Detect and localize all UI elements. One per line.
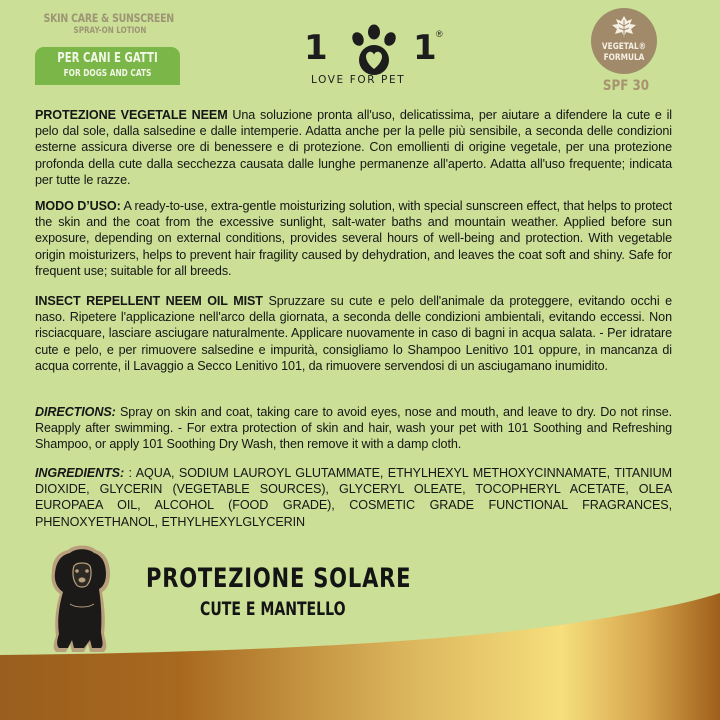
section-neem-it [35, 107, 672, 188]
logo-digit-left: 1 [304, 28, 328, 68]
footer-title: PROTEZIONE SOLARE [146, 563, 412, 594]
vegetal-line2: FORMULA [603, 53, 645, 63]
logo-digit-right: 1 [413, 28, 437, 68]
section-body: Spruzzare su cute e pelo dell'animale da proteggere, evitando occhi e naso. Ripetere l'applicazione nell'arco della giornata, a seconda delle condizioni ambientali, evitando eccessi. Non risciacquare, lasciare asciugare naturalmente. Applicare nuovamente in caso di bagni in acqua salata. - Per idratare cute e pelo, e per rimuovere salsedine e impurità, consigliamo lo Shampoo Lenitivo 101 oppure, in mancanza di acqua corrente, il Lavaggio a Secco Lenitivo 101, da rimuovere servendosi di un asciugamano inumidito. [35, 294, 672, 373]
leaf-icon [611, 14, 637, 38]
section-body: A ready-to-use, extra-gentle moisturizing solution, with special sunscreen effect, that helps to protect the skin and the coat from the excessive sunlight, salt-water baths and mountain weather. Applied before sun exposure, depending on external conditions, provides several hours of well-being and protection. With vegetable origin moisturizers, helps to prevent hair fragility caused by dehydration, and leaves the coat soft and shiny. Safe for frequent use; suitable for all breeds. [35, 199, 672, 278]
section-body: : AQUA, SODIUM LAUROYL GLUTAMMATE, ETHYLHEXYL METHOXYCINNAMATE, TITANIUM DIOXIDE, GLYCERIN (VEGETABLE SOURCES), GLYCERYL OLEATE, TOCOPHERYL ACETATE, OLEA EUROPAEA OIL, ALCOHOL (FOOD GRADE), COSMETIC GRADE FUNCTIONAL FRAGRANCES, PHENOXYETHANOL, ETHYLHEXYLGLYCERIN [35, 466, 672, 529]
logo-tagline: LOVE FOR PET [311, 74, 406, 86]
category-block [35, 11, 185, 36]
audience-badge-line2: FOR DOGS AND CATS [63, 68, 152, 79]
section-heading: DIRECTIONS: [35, 405, 116, 419]
vegetal-formula-badge [591, 8, 657, 74]
spf-label: SPF 30 [602, 78, 650, 94]
section-ingredients [35, 465, 672, 530]
section-modo-uso [35, 198, 672, 279]
category-line1: SKIN CARE & SUNSCREEN [43, 11, 174, 25]
audience-badge-line1: PER CANI E GATTI [57, 51, 158, 66]
vegetal-line1: VEGETAL® [601, 42, 647, 52]
section-heading: MODO D’USO: [35, 199, 121, 213]
section-body: Spray on skin and coat, taking care to avoid eyes, nose and mouth, and leave to dry. Do not rinse. Reapply after swimming. - For extra protection of skin and hair, wash your pet with 101 Soothing and Refreshing Shampoo, or apply 101 Soothing Dry Wash, then remove it with a damp cloth. [35, 405, 672, 452]
section-heading: PROTEZIONE VEGETALE NEEM [35, 108, 228, 122]
section-heading: INSECT REPELLENT NEEM OIL MIST [35, 294, 263, 308]
audience-badge [35, 47, 180, 85]
brand-logo [300, 24, 450, 94]
section-heading: INGREDIENTS: [35, 466, 125, 480]
category-line2: SPRAY-ON LOTION [73, 26, 147, 36]
paw-heart-icon [346, 24, 402, 76]
section-body: Una soluzione pronta all'uso, delicatissima, per aiutare a difendere la cute e il pelo dal sole, dalla salsedine e dalle intemperie. Adatta anche per la pelle più sensibile, a seconda delle condizioni esterne assicura diverse ore di benessere e di protezione. Con emollienti di origine vegetale, per una protezione profonda della cute dalla secchezza causata dalle lunghe permanenze all'aperto. Adatta all'uso frequente; indicata per tutte le razze. [35, 108, 673, 187]
section-directions [35, 404, 672, 453]
registered-mark: ® [436, 29, 443, 39]
section-insect-repellent [35, 293, 672, 374]
footer-subtitle: CUTE E MANTELLO [200, 598, 346, 620]
dog-illustration-icon [44, 544, 118, 656]
